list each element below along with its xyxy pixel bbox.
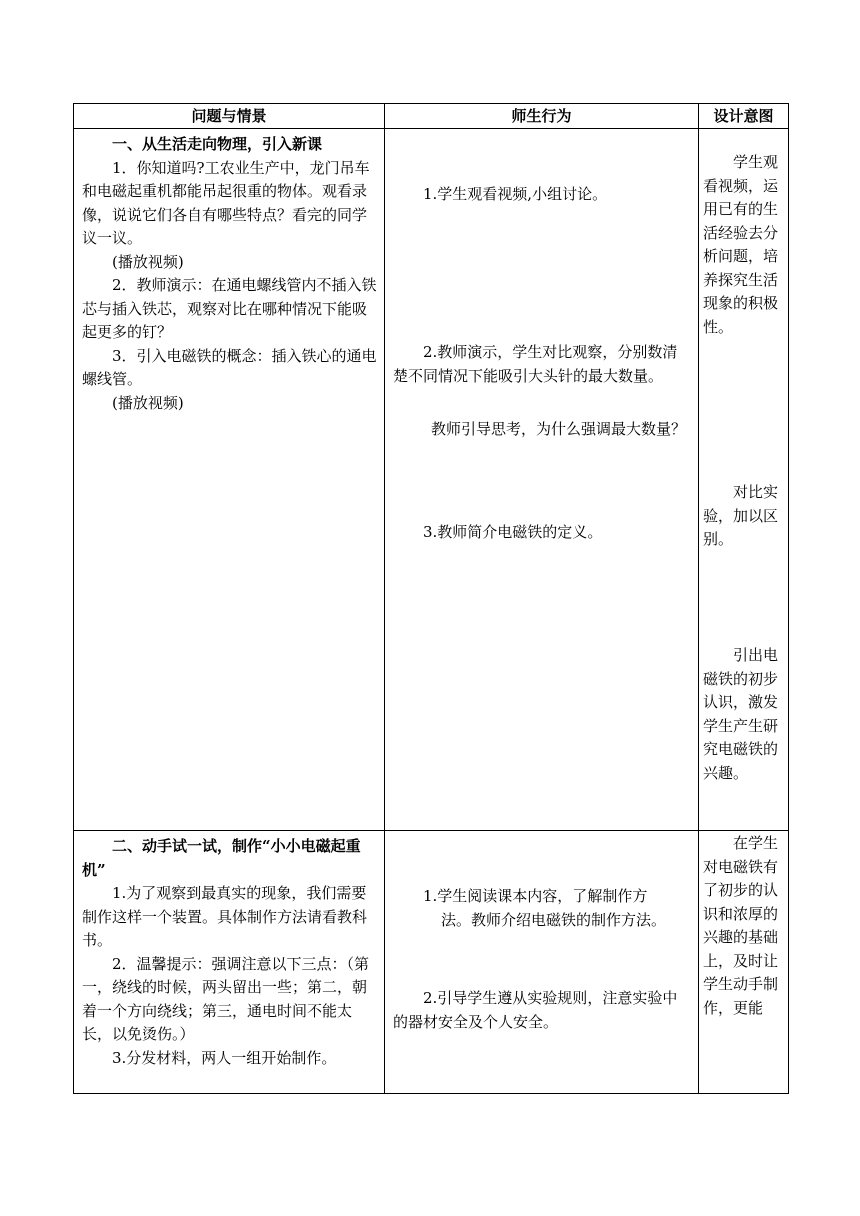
intent-text: 在学生对电磁铁有了初步的认识和浓厚的兴趣的基础上，及时让学生动手制作，更能 bbox=[703, 834, 779, 1017]
intent-text: 引出电磁铁的初步认识，激发学生产生研究电磁铁的兴趣。 bbox=[703, 646, 779, 782]
lesson-plan-table bbox=[73, 103, 789, 1094]
scenario-text: (播放视频) bbox=[112, 252, 184, 271]
action-text: 1.学生阅读课本内容，了解制作方 bbox=[423, 887, 648, 905]
section-heading: 一、从生活走向物理，引入新课 bbox=[112, 135, 323, 153]
action-text: 教师引导思考，为什么强调最大数量？ bbox=[431, 420, 687, 438]
section-heading: 二、动手试一试，制作“小小电磁起重机” bbox=[82, 837, 361, 879]
row2-intent-cell bbox=[699, 831, 789, 1094]
row2-actions-cell bbox=[385, 831, 699, 1094]
action-text: 1.学生观看视频,小组讨论。 bbox=[423, 185, 608, 203]
action-text: 法。教师介绍电磁铁的制作方法。 bbox=[441, 911, 667, 929]
row2-questions-cell bbox=[74, 831, 385, 1094]
intent-text: 对比实验，加以区别。 bbox=[703, 483, 779, 548]
row1-questions-cell bbox=[74, 129, 385, 831]
scenario-text: 2．温馨提示：强调注意以下三点：（第一，绕线的时候，两头留出一些；第二，朝着一个方向绕线；第三，通电时间不能太长，以免烫伤。） bbox=[82, 954, 370, 1043]
scenario-text: 2．教师演示：在通电螺线管内不插入铁芯与插入铁芯，观察对比在哪种情况下能吸起更多的钉？ bbox=[82, 276, 377, 341]
table-row bbox=[74, 129, 789, 831]
header-row bbox=[74, 104, 789, 129]
header-actions: 师生行为 bbox=[385, 104, 699, 129]
scenario-text: (播放视频) bbox=[112, 393, 184, 412]
row1-actions-cell bbox=[385, 129, 699, 831]
table-row bbox=[74, 831, 789, 1094]
action-text: 2.引导学生遵从实验规则，注意实验中的器材安全及个人安全。 bbox=[393, 989, 678, 1031]
scenario-text: 1．你知道吗?工农业生产中，龙门吊车和电磁起重机都能吊起很重的物体。观看录像，说说它们各自有哪些特点？看完的同学议一议。 bbox=[82, 158, 370, 247]
scenario-text: 3.分发材料，两人一组开始制作。 bbox=[112, 1048, 337, 1067]
header-intent: 设计意图 bbox=[699, 104, 789, 129]
action-text: 3.教师简介电磁铁的定义。 bbox=[423, 523, 603, 541]
row1-intent-cell bbox=[699, 129, 789, 831]
intent-text: 学生观看视频，运用已有的生活经验去分析问题，培养探究生活现象的积极性。 bbox=[703, 153, 779, 336]
action-text: 2.教师演示，学生对比观察，分别数清楚不同情况下能吸引大头针的最大数量。 bbox=[393, 343, 678, 385]
header-questions: 问题与情景 bbox=[74, 104, 385, 129]
scenario-text: 3．引入电磁铁的概念：插入铁心的通电螺线管。 bbox=[82, 346, 377, 388]
scenario-text: 1.为了观察到最真实的现象，我们需要制作这样一个装置。具体制作方法请看教科书。 bbox=[82, 884, 368, 949]
